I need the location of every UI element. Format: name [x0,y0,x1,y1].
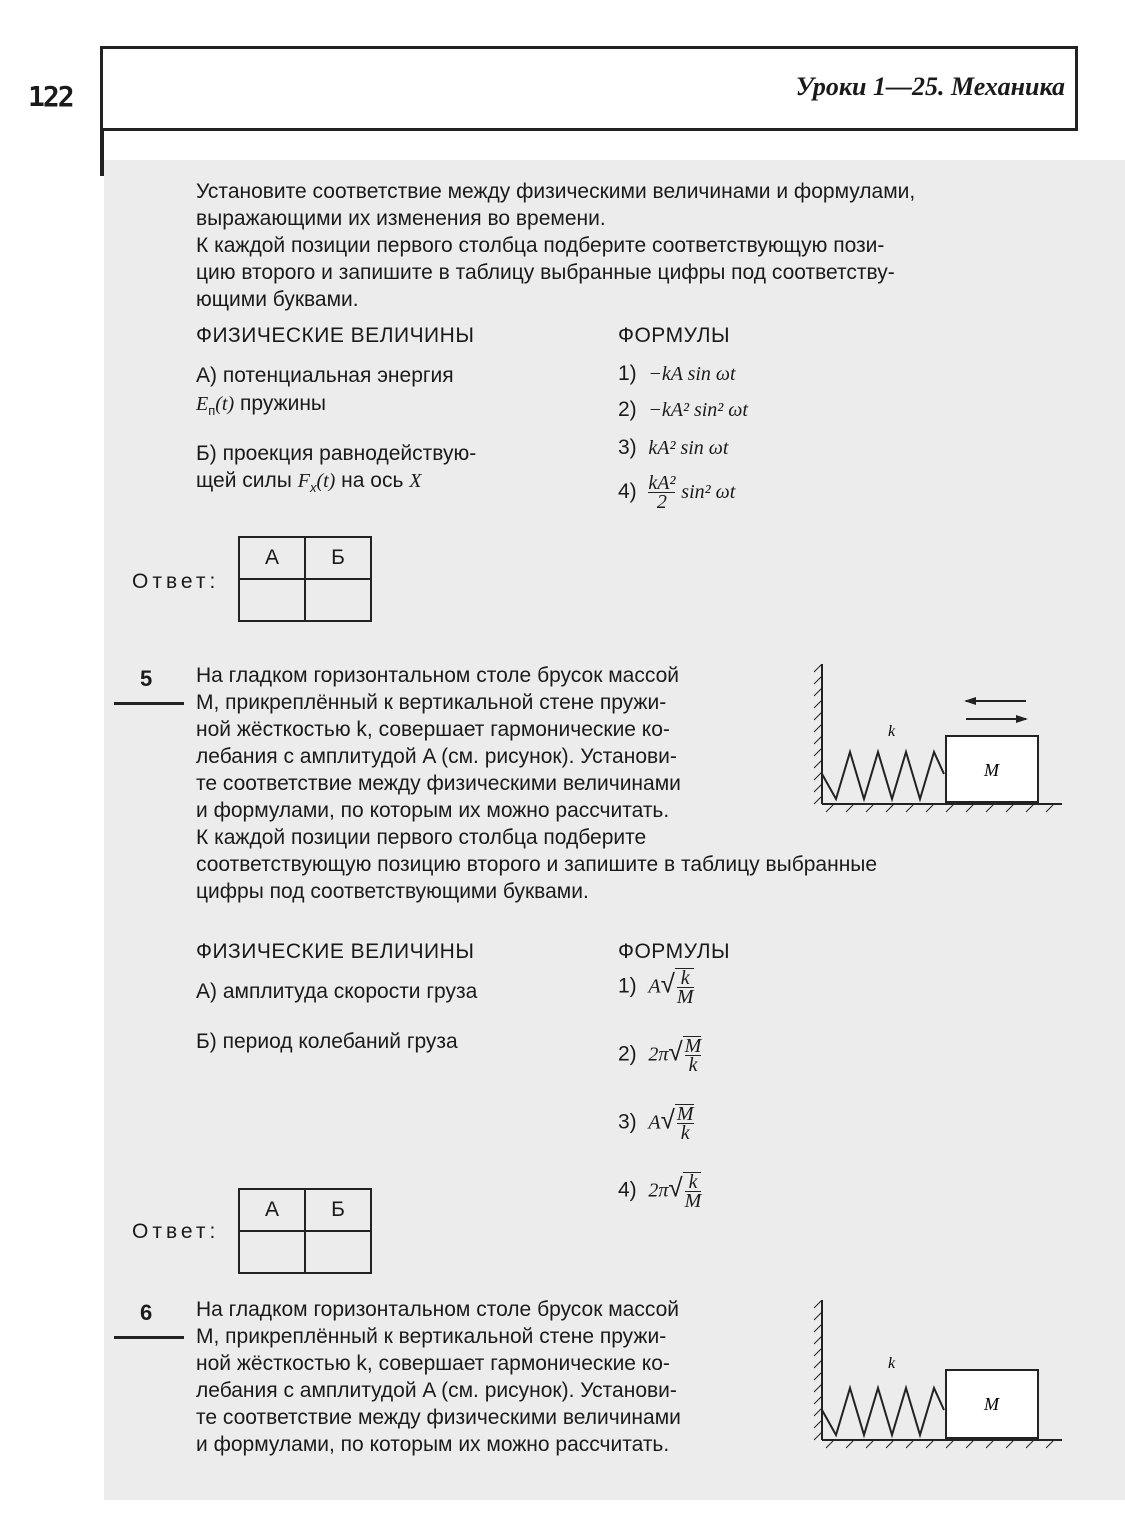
q4-col-formulas: ФОРМУЛЫ [618,324,731,347]
q4-answer-header-b: Б [305,537,371,579]
q5-answer-cell-a[interactable] [239,1231,305,1273]
q4-item-b-line1: Б) проекция равнодействую- [196,442,477,465]
q4-item-b-tail: на ось [341,469,404,492]
q4-item-b-line2 [196,467,421,501]
q5-number-bar [114,702,184,705]
q4-answer-table [238,536,372,622]
q5-item-a: А) амплитуда скорости груза [196,980,478,1003]
q5-formula-3-pre: A [648,1111,661,1134]
q6-table-hatch [826,1440,1054,1448]
q5-answer-label: Ответ: [132,1220,220,1243]
q5-formula-3-num: 3) [618,1110,637,1134]
q4-formula-4-frac-num: kA² [648,472,676,494]
q5-formula-1 [618,968,694,1006]
q4-intro-line: цию второго и запишите в таблицу выбранные цифры под соответству- [196,261,895,284]
q4-item-a-line2 [196,390,326,424]
q5-arrow-left-head [964,697,976,705]
q6-mass-label: M [984,1394,999,1414]
q5-number: 5 [140,666,153,691]
q5-formula-1-pre: A [648,975,661,998]
q4-item-a-tail: пружины [240,392,327,415]
q6-spring-figure [806,1300,1066,1460]
q5-text-line: ной жёсткостью k, совершает гармонические ко- [196,718,670,741]
q4-formula-4-frac [648,474,675,511]
q5-mass-label: M [984,760,999,780]
q6-text-line: На гладком горизонтальном столе брусок массой [196,1298,679,1321]
q4-intro-line: Установите соответствие между физическими величинами и формулами, [196,180,916,203]
q4-formula-2 [618,396,748,424]
q5-answer-cell-b[interactable] [305,1231,371,1273]
q5-formula-4 [618,1172,701,1210]
q5-formula-2 [618,1036,701,1074]
left-rule [100,128,104,176]
q5-text-line: цифры под соответствующими буквами. [196,880,589,903]
q4-formula-4-frac-den: 2 [656,491,667,513]
q5-text-line: и формулами, по которым их можно рассчитать. [196,799,670,822]
q4-item-b-arg: (t) [316,470,336,492]
q5-wall-hatch [814,664,822,804]
q4-item-b-sub: x [309,480,317,496]
q5-formula-3-radical-icon: √ [660,1104,675,1135]
q5-answer-header-b: Б [305,1189,371,1231]
q6-text-line: те соответствие между физическими величинами [196,1406,681,1429]
q6-number: 6 [140,1300,153,1325]
q6-text-line: лебания с амплитудой A (см. рисунок). Установи- [196,1379,677,1402]
q4-item-a-sub: п [208,403,216,419]
q4-formula-3-num: 3) [618,436,637,459]
q4-formula-4 [618,474,735,511]
q5-formula-1-top: k [677,969,694,988]
q4-formula-1 [618,360,736,388]
q5-answer-header-a: А [239,1189,305,1231]
q6-text-line: ной жёсткостью k, совершает гармонические ко- [196,1352,670,1375]
q6-text-line: и формулами, по которым их можно рассчитать. [196,1433,670,1456]
q5-table-hatch [826,804,1054,812]
q5-formula-1-num: 1) [618,974,637,998]
q5-col-quantities: ФИЗИЧЕСКИЕ ВЕЛИЧИНЫ [196,940,475,963]
q5-text-line: M, прикреплённый к вертикальной стене пружи- [196,691,667,714]
chapter-title: Уроки 1—25. Механика [795,72,1065,101]
q5-text-line: те соответствие между физическими величинами [196,772,681,795]
q5-formula-1-radical-icon: √ [660,968,675,999]
q6-spring-label: k [888,1355,896,1372]
q5-spring [822,752,944,799]
q4-item-a-arg: (t) [215,393,235,415]
q5-formula-3 [618,1104,694,1142]
q5-answer-table [238,1188,372,1274]
q5-formula-2-pre: 2π [648,1043,669,1066]
q5-formula-4-bot: M [684,1190,702,1212]
q4-formula-2-num: 2) [618,398,637,421]
q5-formula-4-num: 4) [618,1178,637,1202]
q4-intro-line: выражающими их изменения во времени. [196,207,606,230]
q4-intro-line: К каждой позиции первого столбца подберите соответствующую пози- [196,234,885,257]
q5-formula-4-radical-icon: √ [668,1172,683,1203]
q5-formula-2-top: M [684,1035,702,1057]
q5-formula-1-bot: M [676,986,694,1008]
q4-formula-3 [618,434,728,462]
q4-answer-label: Ответ: [132,570,220,593]
q5-formula-3-bot: k [680,1122,690,1144]
q5-formula-2-num: 2) [618,1042,637,1066]
q4-item-b-var: F [297,470,310,492]
q5-col-formulas: ФОРМУЛЫ [618,940,731,963]
q4-formula-1-num: 1) [618,362,637,385]
q4-formula-1-expr: −kA sin ωt [648,363,736,385]
q6-spring [822,1388,944,1435]
q4-item-a-var: E [196,393,209,415]
header-divider [100,128,1078,131]
q4-intro-line: ющими буквами. [196,288,359,311]
q4-item-b-pre: щей силы [196,469,292,492]
q6-wall-hatch [814,1300,822,1440]
q5-formula-4-top: k [685,1173,702,1192]
q5-text-line: соответствующую позицию второго и запишите в таблицу выбранные [196,853,878,876]
page-number: 122 [28,80,73,113]
q5-formula-2-radical-icon: √ [668,1036,683,1067]
q6-text-line: M, прикреплённый к вертикальной стене пружи- [196,1325,667,1348]
q5-text-line: лебания с амплитудой A (см. рисунок). Установи- [196,745,677,768]
q4-answer-header-a: А [239,537,305,579]
q4-formula-3-expr: kA² sin ωt [648,437,729,459]
q4-item-a-line1: А) потенциальная энергия [196,364,454,387]
q5-spring-figure [806,664,1066,824]
q4-col-quantities: ФИЗИЧЕСКИЕ ВЕЛИЧИНЫ [196,324,475,347]
q5-formula-2-bot: k [688,1054,698,1076]
q4-item-b-axis: X [409,470,422,492]
q5-text-line: На гладком горизонтальном столе брусок массой [196,664,679,687]
q5-spring-label: k [888,723,896,740]
q4-formula-2-expr: −kA² sin² ωt [648,399,748,421]
q5-item-b: Б) период колебаний груза [196,1030,458,1053]
q4-answer-cell-b[interactable] [305,579,371,621]
q5-formula-4-pre: 2π [648,1179,669,1202]
q5-text-line: К каждой позиции первого столбца подберите [196,826,647,849]
q6-number-bar [114,1336,184,1339]
q4-formula-4-tail: sin² ωt [681,481,736,504]
q5-formula-3-top: M [676,1103,694,1125]
q5-arrow-right-head [1016,715,1028,723]
q4-answer-cell-a[interactable] [239,579,305,621]
q4-formula-4-num: 4) [618,480,637,504]
